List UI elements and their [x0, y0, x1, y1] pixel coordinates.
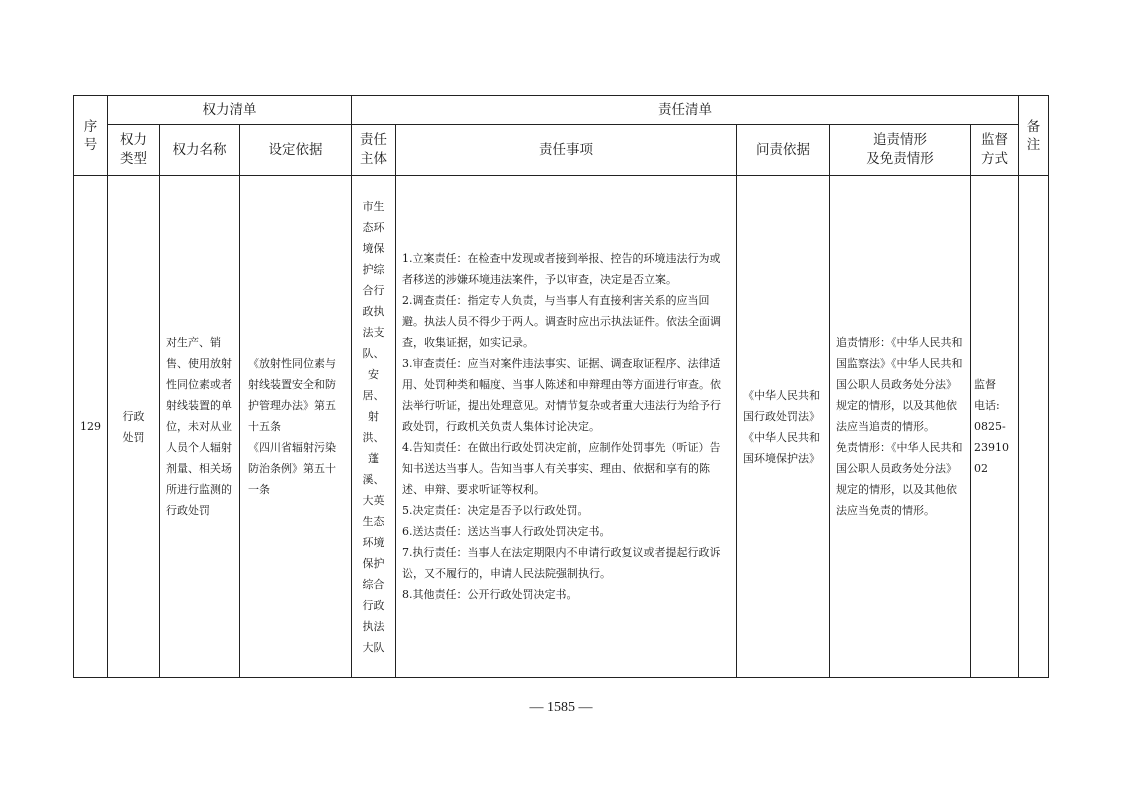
row-accountability-basis: 《中华人民共和国行政处罚法》《中华人民共和国环境保护法》 — [737, 176, 830, 678]
row-liability: 追责情形：《中华人民共和国监察法》《中华人民共和国公职人员政务处分法》规定的情形，以及其他依法应当追责的情形。 免责情形：《中华人民共和国公职人员政务处分法》规定的情形，以及其他依法应当免责的情形。 — [830, 176, 971, 678]
power-responsibility-table — [73, 95, 1049, 678]
table-row — [74, 176, 1049, 678]
page-number: — 1585 — — [529, 700, 593, 715]
row-subject: 市生态环境保护综合行政执法支队、安居、射洪、蓬溪、大英生态环境保护综合行政执法大队 — [352, 176, 396, 678]
duty-item: 8.其他责任：公开行政处罚决定书。 — [402, 588, 578, 601]
duty-item: 4.告知责任：在做出行政处罚决定前，应制作处罚事先（听证）告知书送达当事人。告知当事人有关事实、理由、依据和享有的陈述、申辩、要求听证等权利。 — [402, 441, 721, 496]
duty-item: 7.执行责任：当事人在法定期限内不申请行政复议或者提起行政诉讼，又不履行的，申请人民法院强制执行。 — [402, 546, 721, 580]
supervision-header: 监督方式 — [971, 125, 1019, 176]
row-basis: 《放射性同位素与射线装置安全和防护管理办法》第五十五条 《四川省辐射污染防治条例》第五十一条 — [240, 176, 352, 678]
accountability-basis-header: 问责依据 — [737, 125, 830, 176]
header-row-sub — [74, 125, 1049, 176]
responsibility-list-header: 责任清单 — [352, 96, 1019, 125]
remark-header: 备注 — [1019, 96, 1049, 176]
duty-item: 5.决定责任：决定是否予以行政处罚。 — [402, 504, 589, 517]
liability-header: 追责情形 及免责情形 — [830, 125, 971, 176]
power-list-header: 权力清单 — [108, 96, 352, 125]
row-index: 129 — [74, 176, 108, 678]
duties-header: 责任事项 — [396, 125, 737, 176]
row-supervision: 监督 电话: 0825- 2391002 — [971, 176, 1019, 678]
duty-item: 3.审查责任：应当对案件违法事实、证据、调查取证程序、法律适用、处罚种类和幅度、当事人陈述和申辩理由等方面进行审查。依法举行听证，提出处理意见。对情节复杂或者重大违法行为给予行政处罚，行政机关负责人集体讨论决定。 — [402, 357, 722, 433]
row-power-type: 行政处罚 — [108, 176, 160, 678]
row-remark — [1019, 176, 1049, 678]
duty-item: 6.送达责任：送达当事人行政处罚决定书。 — [402, 525, 611, 538]
header-row-top — [74, 96, 1049, 125]
duty-list — [396, 248, 736, 605]
power-type-header: 权力类型 — [108, 125, 160, 176]
basis-header: 设定依据 — [240, 125, 352, 176]
index-header: 序号 — [74, 96, 108, 176]
row-duties — [396, 176, 737, 678]
power-name-header: 权力名称 — [160, 125, 240, 176]
duty-item: 1.立案责任：在检查中发现或者接到举报、控告的环境违法行为或者移送的涉嫌环境违法案件，予以审查，决定是否立案。 — [402, 252, 721, 286]
row-power-name: 对生产、销售、使用放射性同位素或者射线装置的单位，未对从业人员个人辐射剂量、相关场所进行监测的行政处罚 — [160, 176, 240, 678]
subject-header: 责任主体 — [352, 125, 396, 176]
duty-item: 2.调查责任：指定专人负责，与当事人有直接利害关系的应当回避。执法人员不得少于两人。调查时应出示执法证件。依法全面调查，收集证据，如实记录。 — [402, 294, 722, 349]
